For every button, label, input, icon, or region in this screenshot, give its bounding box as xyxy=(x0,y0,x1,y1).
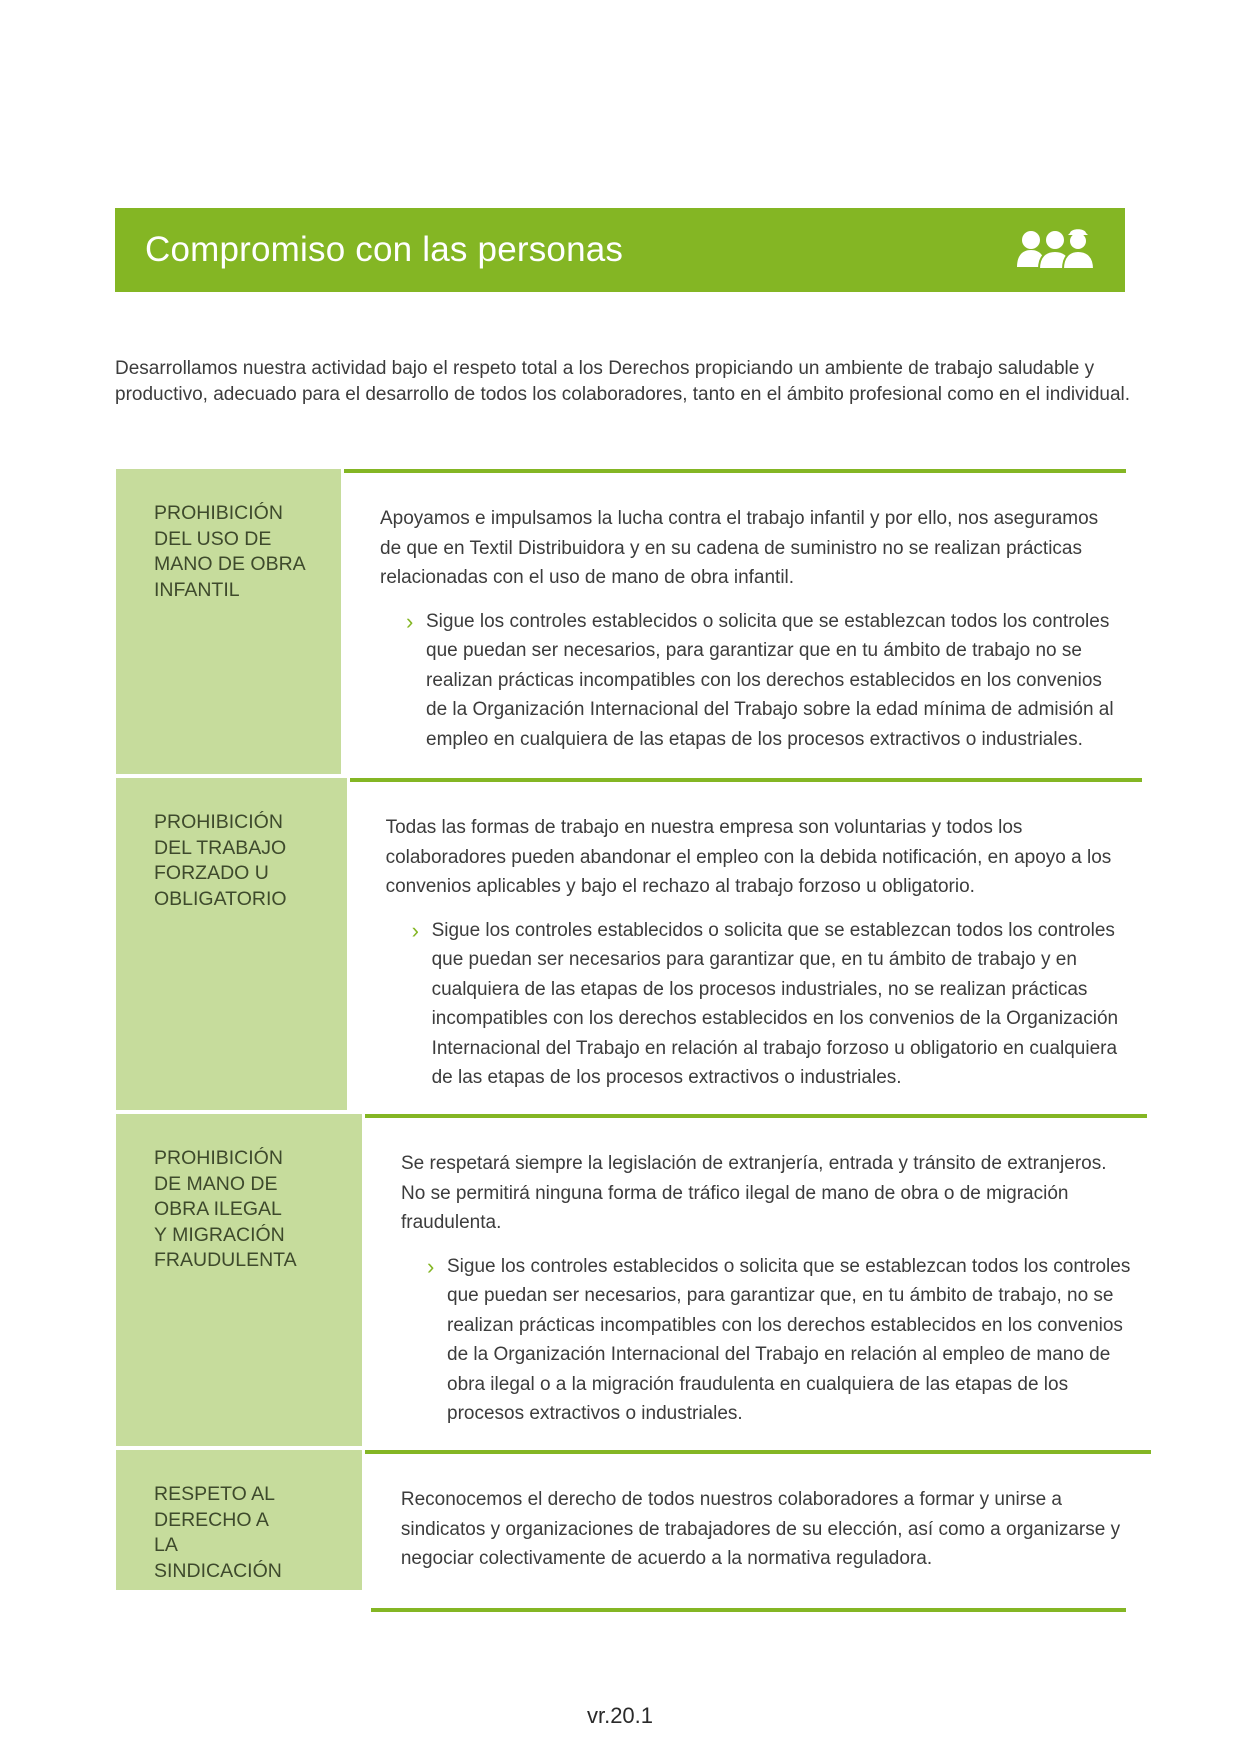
row-label: PROHIBICIÓN DEL USO DE MANO DE OBRA INFANTIL xyxy=(116,469,341,774)
row-bullet xyxy=(401,1252,1137,1429)
table-row xyxy=(116,778,1126,1110)
commitments-table xyxy=(116,469,1131,1590)
row-content xyxy=(350,778,1142,1110)
bullet-text: Sigue los controles establecidos o solicita que se establezcan todos los controles que puedan ser necesarios, para garantizar que en tu ámbito de trabajo no se realizan prácticas incompatibles con los derechos establecidos en los convenios de la Organización Internacional del Trabajo sobre la edad mínima de admisión al empleo en cualquiera de las etapas de los procesos extractivos o industriales. xyxy=(426,610,1114,750)
row-content xyxy=(344,469,1126,774)
row-bullet xyxy=(386,916,1132,1093)
bullet-text: Sigue los controles establecidos o solicita que se establezcan todos los controles que puedan ser necesarios, para garantizar que, en tu ámbito de trabajo, no se realizan prácticas incompatibles con los derechos establecidos en los convenios de la Organización Internacional del Trabajo en relación al empleo de mano de obra ilegal o a la migración fraudulenta en cualquiera de las etapas de los procesos extractivos o industriales. xyxy=(447,1255,1131,1424)
version-label: vr.20.1 xyxy=(586,1703,654,1728)
row-content xyxy=(365,1114,1147,1446)
row-label: PROHIBICIÓN DEL TRABAJO FORZADO U OBLIGATORIO xyxy=(116,778,347,1110)
row-bullet xyxy=(380,607,1116,755)
chevron-right-icon: › xyxy=(411,917,419,943)
row-label: RESPETO AL DERECHO A LA SINDICACIÓN xyxy=(116,1450,362,1590)
chevron-right-icon: › xyxy=(427,1253,435,1279)
table-row xyxy=(116,1450,1126,1590)
people-group-icon xyxy=(1015,225,1099,275)
row-text: Se respetará siempre la legislación de extranjería, entrada y tránsito de extranjeros. No se permitirá ninguna forma de tráfico ilegal de mano de obra o de migración fraudulenta. xyxy=(401,1153,1107,1233)
row-text: Reconocemos el derecho de todos nuestros colaboradores a formar y unirse a sindicatos y organizaciones de trabajadores de su elección, así como a organizarse y negociar colectivamente de acuerdo a la normativa reguladora. xyxy=(400,1489,1121,1569)
bottom-divider xyxy=(371,1608,1126,1612)
table-row xyxy=(116,1114,1131,1446)
bullet-text: Sigue los controles establecidos o solicita que se establezcan todos los controles que puedan ser necesarios para garantizar que, en tu ámbito de trabajo y en cualquiera de las etapas de los procesos industriales, no se realizan prácticas incompatibles con los derechos establecidos en los convenios de la Organización Internacional del Trabajo en relación al trabajo forzoso u obligatorio en cualquiera de las etapas de los procesos extractivos o industriales. xyxy=(431,919,1119,1088)
row-text: Apoyamos e impulsamos la lucha contra el trabajo infantil y por ello, nos aseguramos de que en Textil Distribuidora y en su cadena de suministro no se realizan prácticas relacionadas con el uso de mano de obra infantil. xyxy=(380,508,1099,588)
table-row xyxy=(116,469,1126,774)
intro-paragraph: Desarrollamos nuestra actividad bajo el respeto total a los Derechos propiciando un ambiente de trabajo saludable y productivo, adecuado para el desarrollo de todos los colaboradores, tanto en el ámbito profesional como en el individual. xyxy=(115,358,1131,405)
row-label: PROHIBICIÓN DE MANO DE OBRA ILEGAL Y MIGRACIÓN FRAUDULENTA xyxy=(116,1114,362,1446)
row-text: Todas las formas de trabajo en nuestra empresa son voluntarias y todos los colaboradores pueden abandonar el empleo con la debida notificación, en apoyo a los convenios aplicables y bajo el rechazo al trabajo forzoso u obligatorio. xyxy=(385,817,1112,897)
page-title: Compromiso con las personas xyxy=(145,230,624,269)
row-content xyxy=(365,1450,1151,1590)
chevron-right-icon: › xyxy=(406,608,414,634)
section-header xyxy=(115,208,1125,292)
